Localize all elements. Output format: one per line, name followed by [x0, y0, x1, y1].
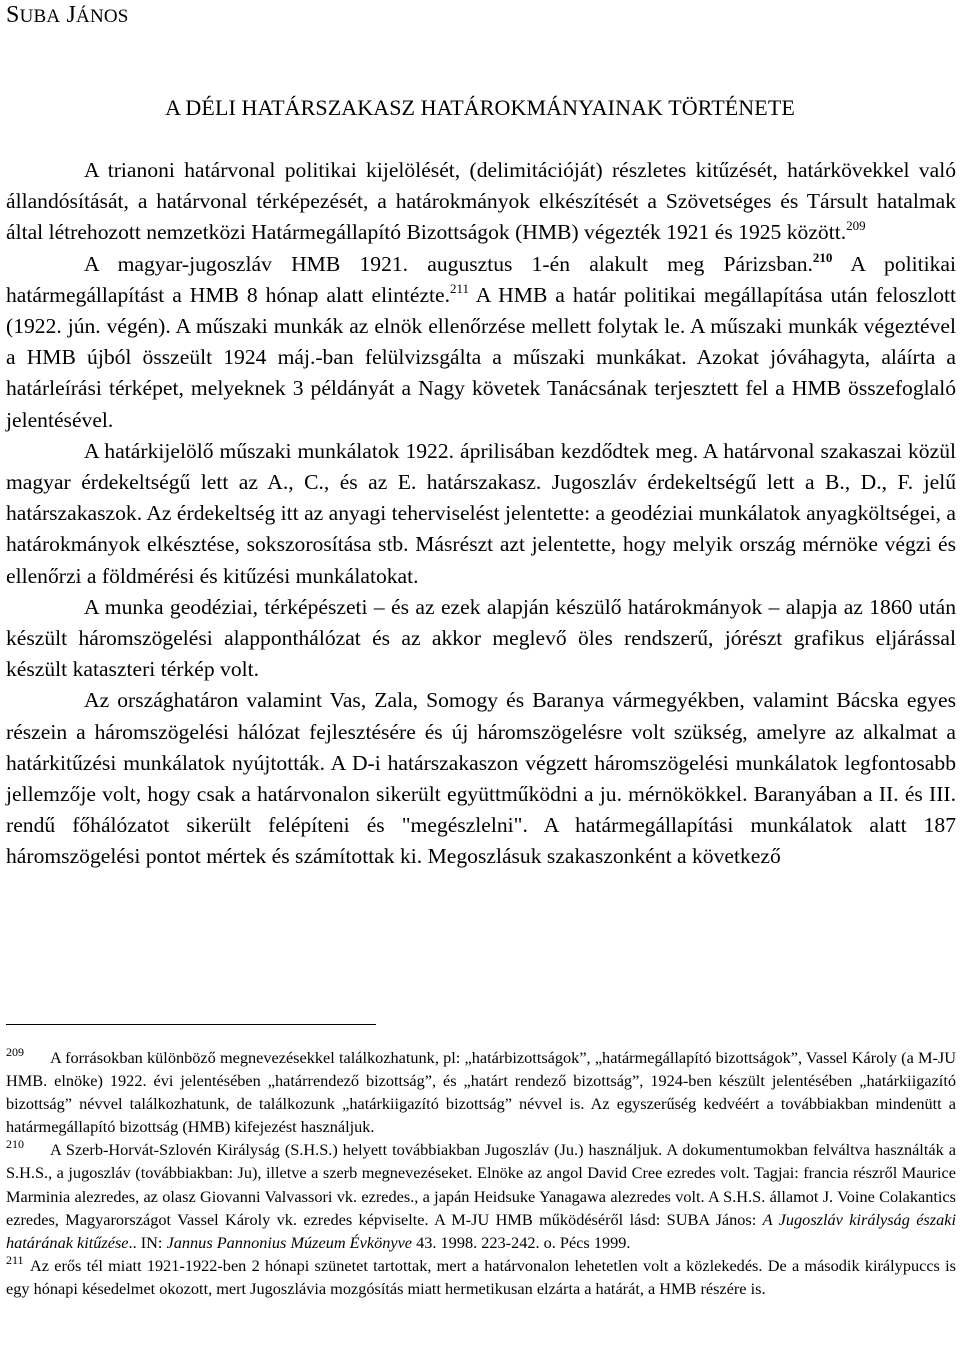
paragraph-1 [6, 155, 956, 249]
footnote-209-text: A forrásokban különböző megnevezésekkel találkozhatunk, pl: „határbizottságok”, „határmegállapító bizottságok”, Vassel Károly (a M-JU HMB. elnöke) 1922. évi jelentésében „határrendező bizottság”, és „határt rendező bizottság”, 1924-ben készült jelentésében „határkiigazító bizottság” névvel találkozhatunk, de találkozunk „határkiigazító bizottság” névvel is. Az egyszerűség kedvéért a továbbiakban mindenütt a határmegállapító bizottság (HMB) kifejezést használjuk. [6, 1048, 956, 1137]
footnote-209: $^{209}$ A forrásokban különböző megnevezésekkel találkozhatunk, pl: „határbizottságok”, „határmegállapító bizottságok”, Vassel Károly (a M-JU HMB. elnöke) 1922. évi jelentésében „határrendező bizottság”, és „határt rendező bizottság”, 1924-ben készült jelentésében „határkiigazító bizottság” névvel találkozhatunk, de találkozunk „határkiigazító bizottság” névvel is. Az egyszerűség kedvéért a továbbiakban mindenütt a határmegállapító bizottság (HMB) kifejezést használjuk. [6, 1045, 956, 1137]
footnote-ref-210[interactable]: 210 [812, 249, 833, 265]
footnote-ref-211[interactable]: 211 [450, 280, 470, 296]
author-surname-rest: UBA [19, 6, 61, 27]
footnote-210-journal: Jannus Pannonius Múzeum Évkönyve [166, 1232, 413, 1252]
footnotes [6, 1032, 956, 1300]
paragraph-2-text-b: A politikai határmegállapítást a HMB 8 hónap alatt elintézte. [6, 251, 956, 307]
footnote-210: $^{210}$ A Szerb-Horvát-Szlovén Királyság (S.H.S.) helyett továbbiakban Jugoszláv (Ju.) használjuk. A dokumentumokban felváltva használták a S.H.S., a jugoszláv (továbbiakban: Ju), illetve a szerb megnevezéseket. Elnöke az angol David Cree ezredes volt. Tagjai: francia részről Maurice Marminia alezredes, az olasz Giovanni Valvassori vk. ezredes., a japán Heidsuke Yanagawa alezredes volt. A S.H.S. államot J. Voine Colakantics ezredes, Magyarországot Vassel Károly vk. ezredes képviselte. A M-JU HMB működéséről lásd: SUBA János: A Jugoszláv királyság északi határának kitűzése.. IN: Jannus Pannonius Múzeum Évkönyve 43. 1998. 223-242. o. Pécs 1999. [6, 1137, 956, 1252]
footnote-210-cited-title: A Jugoszláv királyság északi határának kitűzése [6, 1209, 956, 1252]
footnote-211-text: Az erős tél miatt 1921-1922-ben 2 hónapi szünetet tartottak, mert a határvonalon lehetetlen volt a közlekedés. De a második királypuccs is egy hónapi késedelmet okozott, mert Jugoszlávia mozgósítás miatt hermetikusan elzárta a határát, a HMB részére is. [6, 1255, 956, 1298]
author-initial-2: J [66, 2, 77, 28]
author-firstname-rest: ÁNOS [76, 6, 129, 27]
footnote-ref-209[interactable]: 209 [846, 218, 866, 234]
body-text [6, 155, 956, 873]
paragraph-3: A határkijelölő műszaki munkálatok 1922. áprilisában kezdődtek meg. A határvonal szakaszai közül magyar érdekeltségű lett az A., C., és az E. határszakasz. Jugoszláv érdekeltségű lett a B., D., F. jelű határszakaszok. Az érdekeltség itt az anyagi teherviselést jelentette: a geodéziai munkálatok anyagköltségei, a határokmányok elkésztése, sokszorosítása stb. Másrészt azt jelentette, hogy melyik ország mérnöke végzi és ellenőrzi a földmérési és kitűzési munkálatokat. [6, 438, 956, 588]
paragraph-2-text-a: A magyar-jugoszláv HMB 1921. augusztus 1-én alakult meg Párizsban. [84, 251, 813, 276]
paragraph-1-text: A trianoni határvonal politikai kijelölését, (delimitációját) részletes kitűzését, határkövekkel való állandósítását, a határvonal térképezését, a határokmányok elkészítését a Szövetséges és Társult hatalmak által létrehozott nemzetközi Határmegállapító Bizottságok (HMB) végezték 1921 és 1925 között. [6, 158, 956, 245]
paragraph-5: Az országhatáron valamint Vas, Zala, Somogy és Baranya vármegyékben, valamint Bácska egyes részein a háromszögelési hálózat fejlesztésére és új háromszögelésre volt szükség, amelyre az alkalmat a határkitűzési munkálatok nyújtották. A D-i határszakaszon végzett háromszögelési munkálatok legfontosabb jellemzője volt, hogy csak a határvonalon sikerült együttműködni a ju. mérnökökkel. Baranyában a II. és III. rendű főhálózatot sikerült felépíteni és "megészlelni". A határmegállapítási munkálatok alatt 187 háromszögelési pontot mértek és számítottak ki. Megoszlásuk szakaszonként a következő [6, 688, 956, 869]
footnote-210-text-c: 43. 1998. 223-242. o. Pécs 1999. [412, 1232, 631, 1252]
footnote-211: $^{211}$ Az erős tél miatt 1921-1922-ben 2 hónapi szünetet tartottak, mert a határvonalon lehetetlen volt a közlekedés. De a második királypuccs is egy hónapi késedelmet okozott, mert Jugoszlávia mozgósítás miatt hermetikusan elzárta a határát, a HMB részére is. [6, 1252, 956, 1298]
footnote-divider [6, 1024, 376, 1025]
footnote-210-text-b: .. IN: [128, 1232, 167, 1252]
paragraph-2-text-c: A HMB a határ politikai megállapítása után feloszlott (1922. jún. végén). A műszaki munkák az elnök ellenőrzése mellett folytak le. A műszaki munkák végeztével a HMB újból összeült 1924 máj.-ban felülvizsgálta a műszaki munkákat. Azokat jóváhagyta, aláírta a határleírási térképet, melyeknek 3 példányát a Nagy követek Tanácsának terjesztett fel a HMB összefoglaló jelentésével. [6, 282, 956, 432]
article-title: A DÉLI HATÁRSZAKASZ HATÁROKMÁNYAINAK TÖRTÉNETE [165, 95, 795, 120]
paragraph-2 [6, 249, 956, 436]
paragraph-4: A munka geodéziai, térképészeti – és az ezek alapján készülő határokmányok – alapja az 1860 után készült háromszögelési alapponthálózat és az akkor meglevő öles rendszerű, jórészt grafikus eljárással készült kataszteri térkép volt. [6, 594, 956, 682]
footnote-210-text-a: A Szerb-Horvát-Szlovén Királyság (S.H.S.) helyett továbbiakban Jugoszláv (Ju.) használjuk. A dokumentumokban felváltva használták a S.H.S., a jugoszláv (továbbiakban: Ju), illetve a szerb megnevezéseket. Elnöke az angol David Cree ezredes volt. Tagjai: francia részről Maurice Marminia alezredes, az olasz Giovanni Valvassori vk. ezredes., a japán Heidsuke Yanagawa alezredes volt. A S.H.S. államot J. Voine Colakantics ezredes, Magyarországot Vassel Károly vk. ezredes képviselte. A M-JU HMB működéséről lásd: SUBA János: [6, 1140, 956, 1229]
author-initial-1: S [6, 2, 20, 28]
author-name [6, 2, 129, 29]
